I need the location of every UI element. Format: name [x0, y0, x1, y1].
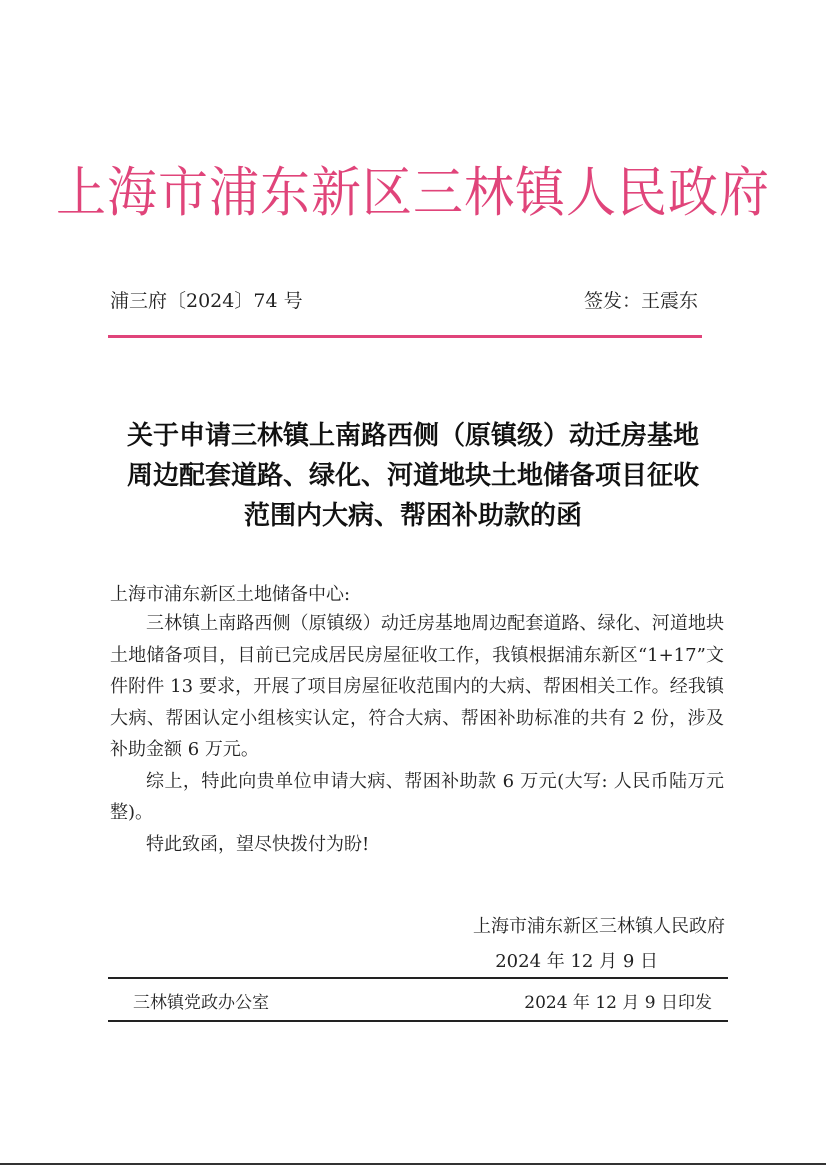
- footer-office: 三林镇党政办公室: [133, 993, 269, 1013]
- body-paragraph: 三林镇上南路西侧（原镇级）动迁房基地周边配套道路、绿化、河道地块土地储备项目，目前已完成居民房屋征收工作，我镇根据浦东新区“1+17”文件附件 13 要求，开展了项目房屋征收范围内的大病、帮困相关工作。经我镇大病、帮困认定小组核实认定，符合大病、帮困补助标准的共有 2 份，涉及补助金额 6 万元。: [110, 613, 724, 760]
- body-text: [110, 608, 724, 860]
- document-title-line: 关于申请三林镇上南路西侧（原镇级）动迁房基地: [126, 421, 699, 451]
- sender-name: 上海市浦东新区三林镇人民政府: [473, 916, 725, 937]
- sender-date: 2024 年 12 月 9 日: [495, 951, 658, 972]
- document-title: [100, 416, 726, 536]
- recipient: 上海市浦东新区土地储备中心:: [110, 584, 351, 605]
- footer-issue-date: 2024 年 12 月 9 日印发: [524, 993, 712, 1013]
- document-title-line: 范围内大病、帮困补助款的函: [243, 501, 582, 531]
- footer-divider-bottom: [108, 1020, 728, 1022]
- document-number: 浦三府〔2024〕74 号: [110, 290, 303, 312]
- issuer-title: 上海市浦东新区三林镇人民政府: [56, 161, 770, 224]
- page-bottom-edge: [0, 1163, 826, 1165]
- body-paragraph: 特此致函，望尽快拨付为盼!: [146, 833, 370, 855]
- document-title-line: 周边配套道路、绿化、河道地块土地储备项目征收: [126, 461, 699, 491]
- red-divider: [108, 335, 702, 338]
- body-paragraph: 综上，特此向贵单位申请大病、帮困补助款 6 万元(大写: 人民币陆万元整)。: [110, 770, 724, 823]
- signer: 签发：王震东: [583, 290, 698, 312]
- footer-divider-top: [108, 977, 728, 979]
